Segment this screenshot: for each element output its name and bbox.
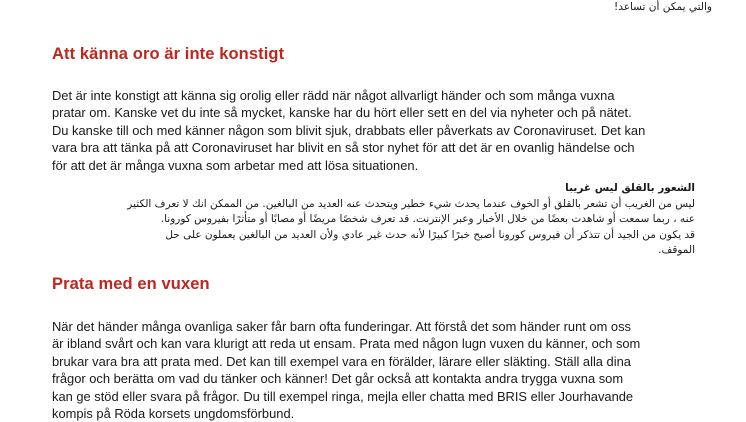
- arabic-line: قد يكون من الجيد أن تتذكر أن فيروس كورونا أصبح خبرًا كبيرًا لأنه حدث غير عادي ولأن العديد من البالغين يعملون على حل: [165, 228, 695, 241]
- section-body-talk: [52, 318, 702, 422]
- arabic-line: الموقف.: [658, 244, 695, 257]
- section-heading-talk: Prata med en vuxen: [52, 275, 210, 293]
- body-line: kompis på Röda korsets ungdomsförbund.: [52, 406, 295, 422]
- body-line: Det är inte konstigt att känna sig orolig eller rädd när något allvarligt händer och som många vuxna: [52, 88, 615, 103]
- body-line: kan ge stöd eller svara på frågor. Du till exempel ringa, mejla eller chatta med BRIS eller Jourhavande: [52, 388, 634, 404]
- body-line: Du kanske till och med känner någon som blivit sjuk, drabbats eller påverkats av Coronaviruset. Det kan: [52, 122, 646, 138]
- arabic-heading: الشعور بالقلق ليس غريبا: [565, 182, 695, 194]
- arabic-translation-worry: [52, 181, 695, 259]
- body-line: När det händer många ovanliga saker får barn ofta funderingar. Att förstå det som händer runt om oss: [52, 319, 631, 334]
- section-heading-worry: Att känna oro är inte konstigt: [52, 45, 285, 63]
- body-line: vara bra att tänka på att Coronaviruset har blivit en så stor nyhet för att det är en ovanlig händelse och: [52, 140, 635, 156]
- body-line: frågor och berätta om vad du tänker och känner! Det går också att kontakta andra trygga vuxna som: [52, 371, 624, 387]
- arabic-intro-tail: [72, 0, 712, 16]
- body-line: brukar vara bra att prata med. Det kan till exempel vara en förälder, lärare eller släkting. Ställ alla dina: [52, 353, 631, 369]
- body-line: är ibland svårt och kan vara klurigt att reda ut ensam. Prata med någon lugn vuxen du känner, och som: [52, 336, 641, 352]
- body-line: för att det är många vuxna som arbetar med att lösa situationen.: [52, 157, 419, 173]
- arabic-intro-line: والتي يمكن أن تساعد!: [613, 1, 712, 13]
- section-body-worry: [52, 87, 702, 174]
- body-line: pratar om. Kanske vet du inte så mycket, kanske har du hört eller sett en del via nyheter och på nätet.: [52, 105, 632, 121]
- arabic-line: ليس من الغريب أن تشعر بالقلق أو الخوف عندما يحدث شيء خطير ويتحدث عنه العديد من البالغين. من الممكن انك لا تعرف الكثير: [127, 197, 695, 210]
- arabic-line: عنه ، ربما سمعت أو شاهدت بعضًا من خلال الأخبار وعبر الإنترنت. قد تعرف شخصًا مريضًا أو مصابًا أو متأثرًا بفيروس كورونا.: [160, 213, 695, 226]
